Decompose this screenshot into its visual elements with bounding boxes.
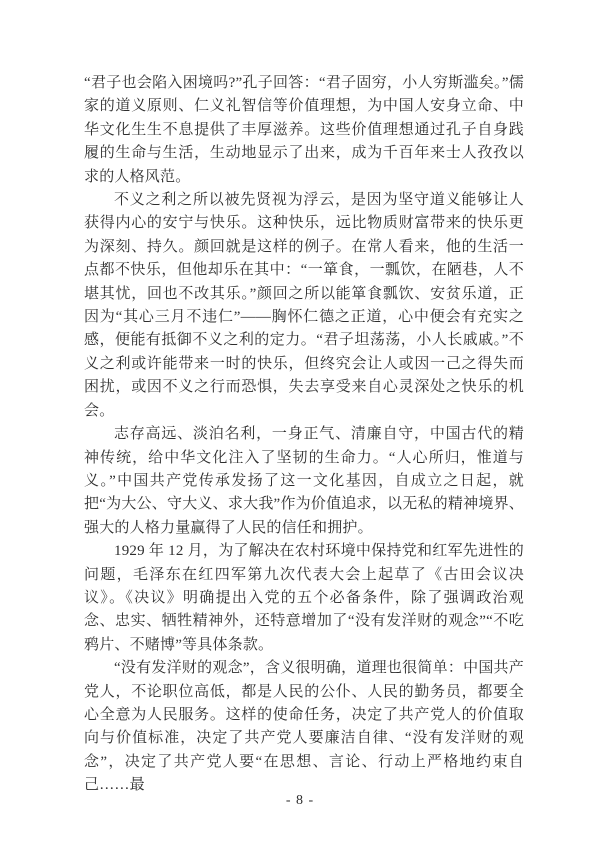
paragraph: 不义之利之所以被先贤视为浮云，是因为坚守道义能够让人获得内心的安宁与快乐。这种快乐，远比物质财富带来的快乐更为深刻、持久。颜回就是这样的例子。在常人看来，他的生活一点都不快乐，但他却乐在其中：“一箪食，一瓢饮，在陋巷，人不堪其忧，回也不改其乐。”颜回之所以能箪食瓢饮、安贫乐道，正因为“其心三月不违仁”——胸怀仁德之正道，心中便会有充实之感，便能有抵御不义之利的定力。“君子坦荡荡，小人长戚戚。”不义之利或许能带来一时的快乐，但终究会让人或因一己之得失而困扰，或因不义之行而恐惧，失去享受来自心灵深处之快乐的机会。	[84, 192, 524, 419]
paragraph: 志存高远、淡泊名利，一身正气、清廉自守，中国古代的精神传统，给中华文化注入了坚韧的生命力。“人心所归，惟道与义。”中国共产党传承发扬了这一文化基因，自成立之日起，就把“为大公、守大义、求大我”作为价值追求，以无私的精神境界、强大的人格力量赢得了人民的信任和拥护。	[84, 426, 524, 536]
page-footer	[0, 791, 600, 809]
document-body	[84, 72, 524, 798]
paragraph: 1929 年 12 月，为了解决在农村环境中保持党和红军先进性的问题，毛泽东在红四军第九次代表大会上起草了《古田会议决议》。《决议》明确提出入党的五个必备条件，除了强调政治观念、忠实、牺牲精神外，还特意增加了“没有发洋财的观念”“不吃鸦片、不赌博”等具体条款。	[84, 543, 524, 653]
page-number: - 8 -	[285, 793, 315, 808]
paragraph: “君子也会陷入困境吗?”孔子回答：“君子固穷，小人穷斯滥矣。”儒家的道义原则、仁义礼智信等价值理想，为中国人安身立命、中华文化生生不息提供了丰厚滋养。这些价值理想通过孔子自身践履的生命与生活，生动地显示了出来，成为千百年来士人孜孜以求的人格风范。	[84, 75, 524, 185]
paragraph: “没有发洋财的观念”，含义很明确，道理也很简单：中国共产党人，不论职位高低，都是人民的公仆、人民的勤务员，都要全心全意为人民服务。这样的使命任务，决定了共产党人的价值取向与价值标准，决定了共产党人要廉洁自律、“没有发洋财的观念”，决定了共产党人要“在思想、言论、行动上严格地约束自己……最	[84, 660, 524, 794]
